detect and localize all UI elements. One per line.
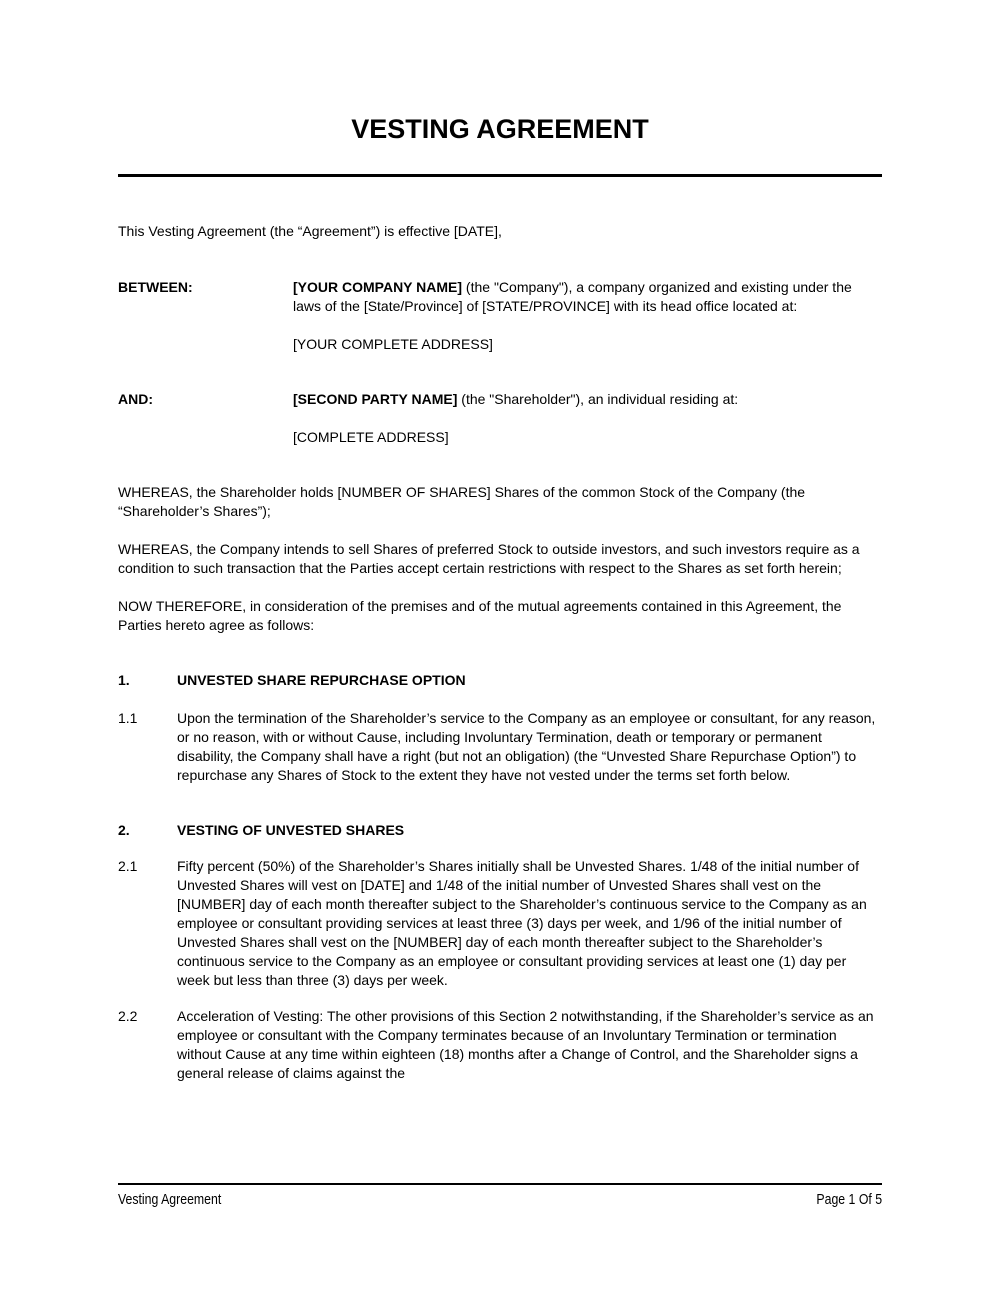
footer-divider-rule [118, 1183, 882, 1185]
page-footer [118, 1183, 882, 1210]
clause-2-2-text: Acceleration of Vesting: The other provisions of this Section 2 notwithstanding, if the Shareholder’s service as an employee or consultant with the Company terminates because of an Involuntary Termination or termination without Cause at any time within eighteen (18) months after a Change of Control, and the Shareholder signs a general release of claims against the [177, 1008, 874, 1081]
footer-document-title: Vesting Agreement [118, 1191, 222, 1208]
party-description-company-text: (the "Company"), a company organized and existing under the laws of the [State/Province] of [STATE/PROVINCE] with its head office located at: [293, 279, 852, 314]
party-description-shareholder-text: (the "Shareholder"), an individual residing at: [457, 391, 739, 407]
section-2-heading [118, 821, 882, 840]
party-name-company: [YOUR COMPANY NAME] [293, 279, 463, 295]
footer-page-number: Page 1 Of 5 [816, 1191, 882, 1208]
clause-2-1-number: 2.1 [118, 858, 138, 874]
intro-paragraph: This Vesting Agreement (the “Agreement”) is effective [DATE], [118, 223, 502, 239]
document-title: VESTING AGREEMENT [351, 114, 649, 144]
footer-row [118, 1190, 882, 1210]
party-row-and [118, 390, 882, 447]
section-2-title: VESTING OF UNVESTED SHARES [177, 822, 405, 838]
section-1-heading [118, 671, 882, 690]
party-address-shareholder: [COMPLETE ADDRESS] [293, 429, 449, 445]
clause-2-2-number: 2.2 [118, 1008, 138, 1024]
party-address-company: [YOUR COMPLETE ADDRESS] [293, 336, 493, 352]
party-body-company [293, 278, 882, 354]
clause-1-1-text: Upon the termination of the Shareholder’s service to the Company as an employee or consultant, for any reason, or no reason, with or without Cause, including Involuntary Termination, death or temporary or permanent disability, the Company shall have a right (but not an obligation) (the “Unvested Share Repurchase Option”) to repurchase any Shares of Stock to the extent they have not vested under the terms set forth below. [177, 710, 876, 783]
recital-now-therefore: NOW THEREFORE, in consideration of the premises and of the mutual agreements contained in this Agreement, the Parties hereto agree as follows: [118, 598, 842, 633]
clause-1-1-number: 1.1 [118, 710, 138, 726]
party-body-shareholder [293, 390, 882, 447]
recital-whereas-investors: WHEREAS, the Company intends to sell Shares of preferred Stock to outside investors, and such investors require as a condition to such transaction that the Parties accept certain restrictions with respect to the Shares as set forth herein; [118, 541, 860, 576]
section-1-number: 1. [118, 672, 130, 688]
party-row-between [118, 278, 882, 354]
party-description-company [293, 278, 882, 316]
title-divider-rule [118, 174, 882, 177]
section-1-title: UNVESTED SHARE REPURCHASE OPTION [177, 672, 466, 688]
party-description-shareholder [293, 390, 882, 409]
clause-2-1 [118, 857, 882, 990]
party-label-and: AND: [118, 391, 153, 407]
recital-whereas-shares: WHEREAS, the Shareholder holds [NUMBER OF SHARES] Shares of the common Stock of the Company (the “Shareholder’s Shares”); [118, 484, 806, 519]
party-name-shareholder: [SECOND PARTY NAME] [293, 391, 458, 407]
clause-2-1-text: Fifty percent (50%) of the Shareholder’s Shares initially shall be Unvested Shares. 1/48 of the initial number of Unvested Shares will vest on [DATE] and 1/48 of the initial number of Unvested Shares shall vest on the [NUMBER] day of each month thereafter subject to the Shareholder’s continuous service to the Company as an employee or consultant providing services at least three (3) days per week, and 1/96 of the initial number of Unvested Shares shall vest on the [NUMBER] day of each month thereafter subject to the Shareholder’s continuous service to the Company as an employee or consultant providing services at least one (1) day per week but less than three (3) days per week. [177, 858, 867, 988]
section-2-number: 2. [118, 822, 130, 838]
clause-2-2 [118, 1007, 882, 1083]
clause-1-1 [118, 709, 882, 785]
party-label-between: BETWEEN: [118, 279, 193, 295]
